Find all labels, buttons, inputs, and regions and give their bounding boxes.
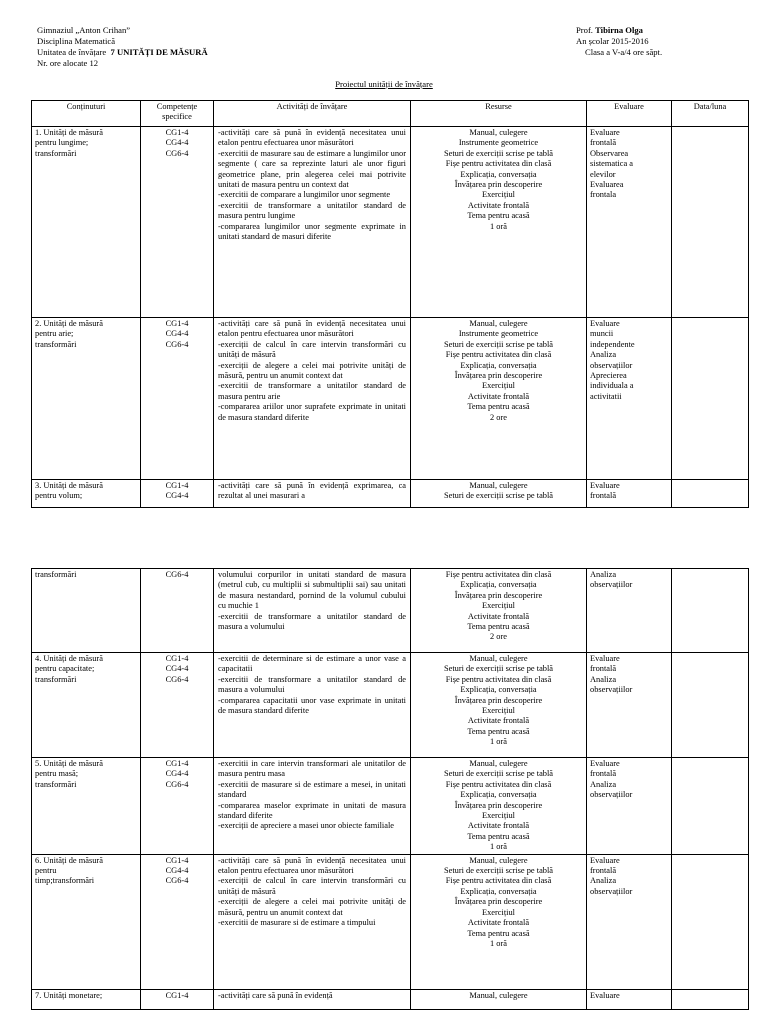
activities-cell <box>214 480 411 508</box>
content-line: transformări <box>35 339 77 349</box>
competences-line: CG1-4 <box>165 128 189 137</box>
table-row <box>32 127 749 318</box>
content-line: pentru masă; <box>35 769 79 779</box>
resources-line: Seturi de exerciții scrise pe tablă <box>443 769 554 779</box>
activities-line: -activități care să pună în evidență necesitatea unui etalon pentru efectuarea unor măsurători <box>218 128 406 148</box>
col-header-content: Conținuturi <box>32 101 141 127</box>
resources-line: Exercițiul <box>481 601 516 611</box>
evaluation-line: Analiza <box>590 350 617 360</box>
content-line: pentru capacitate; <box>35 664 95 674</box>
resources-line: Învățarea prin descoperire <box>454 695 543 705</box>
resources-line: Seturi de exerciții scrise pe tablă <box>443 148 554 158</box>
resources-line: Seturi de exerciții scrise pe tablă <box>443 339 554 349</box>
competences-line: CG6-4 <box>165 779 189 789</box>
content-line: transformări <box>35 674 77 684</box>
resources-cell <box>411 854 587 989</box>
content-line: timp;transformări <box>35 876 95 886</box>
competences-line: CG6-4 <box>165 570 189 579</box>
table-row <box>32 653 749 758</box>
school-year: An școlar 2015-2016 <box>576 36 649 46</box>
teacher-line <box>576 25 662 36</box>
resources-line: Seturi de exerciții scrise pe tablă <box>443 664 554 674</box>
date-cell <box>672 569 749 653</box>
resources-line: Fișe pentru activitatea din clasă <box>445 876 552 886</box>
evaluation-line: frontală <box>590 491 617 501</box>
resources-line: Manual, culegere <box>469 759 528 768</box>
competences-line: CG4-4 <box>165 664 189 674</box>
resources-line: Activitate frontală <box>467 918 530 928</box>
class-info: Clasa a V-a/4 ore săpt. <box>585 47 663 57</box>
date-cell <box>672 653 749 758</box>
activities-cell <box>214 318 411 480</box>
competences-cell <box>141 854 214 989</box>
teacher-label: Prof. <box>576 25 593 35</box>
competences-line: CG1-4 <box>165 319 189 328</box>
competences-line: CG6-4 <box>165 674 189 684</box>
resources-line: Fișe pentru activitatea din clasă <box>445 570 552 579</box>
discipline: Disciplina Matematică <box>37 36 116 46</box>
activities-line: -exerciții de alegere a celei mai potrivite unități de măsură, pentru un anumit context dat <box>218 897 406 917</box>
competences-line: CG4-4 <box>165 329 189 339</box>
content-line: pentru <box>35 866 57 876</box>
resources-line: Activitate frontală <box>467 821 530 831</box>
table-header-row <box>32 101 749 127</box>
teacher-name: Tibirna Olga <box>595 25 643 35</box>
activities-line: -activități care să pună în evidență necesitatea unui etalon pentru efectuarea unor măsurători <box>218 319 406 339</box>
evaluation-line: activitatii <box>590 391 622 401</box>
content-line: transformări <box>35 779 77 789</box>
activities-line: -activități care să pună în evidență <box>218 990 333 1000</box>
content-line: pentru volum; <box>35 491 83 501</box>
table-row <box>32 758 749 855</box>
content-line: 4. Unități de măsură <box>35 654 103 663</box>
resources-line: 2 ore <box>490 632 507 642</box>
header-right <box>576 25 662 58</box>
resources-line: Activitate frontală <box>467 200 530 210</box>
resources-line: Seturi de exerciții scrise pe tablă <box>443 491 554 501</box>
resources-line: Exercițiul <box>481 811 516 821</box>
content-line: pentru lungime; <box>35 138 89 148</box>
resources-line: Tema pentru acasă <box>467 831 530 841</box>
evaluation-line: frontală <box>590 664 617 674</box>
col-header-date: Data/luna <box>672 101 749 127</box>
resources-line: Instrumente geometrice <box>458 329 539 339</box>
competences-cell <box>141 318 214 480</box>
evaluation-cell <box>587 989 672 1009</box>
resources-cell <box>411 758 587 855</box>
competences-line: CG1-4 <box>165 990 189 1000</box>
resources-cell <box>411 989 587 1009</box>
activities-line: volumului corpurilor in unitati standard de masura (metrul cub, cu multiplii si submultiplii sai) sau unitati de masura nestandard, pornind de la volumul cubului cu muchie 1 <box>218 570 406 611</box>
content-line: 3. Unități de măsură <box>35 481 103 490</box>
resources-line: 1 oră <box>490 938 507 948</box>
table-row <box>32 854 749 989</box>
activities-line: -compararea maselor exprimate in unitati de masura standard diferite <box>218 800 406 821</box>
competences-cell <box>141 480 214 508</box>
content-line: 1. Unități de măsură <box>35 128 103 137</box>
content-line: 5. Unități de măsură <box>35 759 103 768</box>
resources-line: 1 oră <box>490 842 507 852</box>
evaluation-cell <box>587 127 672 318</box>
resources-line: Manual, culegere <box>469 128 528 137</box>
content-line: 7. Unități monetare; <box>35 990 103 1000</box>
evaluation-line: observațiilor <box>590 790 633 800</box>
competences-line: CG6-4 <box>165 148 189 158</box>
table-row <box>32 318 749 480</box>
date-cell <box>672 318 749 480</box>
content-cell <box>32 318 141 480</box>
learning-unit-table-page-2 <box>31 568 749 1010</box>
competences-cell <box>141 653 214 758</box>
evaluation-cell <box>587 318 672 480</box>
table-row <box>32 569 749 653</box>
evaluation-line: Evaluare <box>590 319 620 328</box>
evaluation-line: independente <box>590 339 635 349</box>
evaluation-cell <box>587 653 672 758</box>
resources-line: Tema pentru acasă <box>467 622 530 632</box>
content-line: 2. Unități de măsură <box>35 319 103 328</box>
evaluation-line: frontală <box>590 866 617 876</box>
competences-line: CG4-4 <box>165 138 189 148</box>
activities-line: -exerciții de calcul în care intervin transformări cu unități de măsură <box>218 876 406 896</box>
content-line: transformări <box>35 148 77 158</box>
competences-line: CG1-4 <box>165 855 189 865</box>
table-body-page-2 <box>32 569 749 1010</box>
activities-line: -exerciții de calcul în care intervin transformări cu unități de măsură <box>218 339 406 360</box>
activities-cell <box>214 758 411 855</box>
content-line: transformări <box>35 570 77 579</box>
resources-line: Fișe pentru activitatea din clasă <box>445 779 552 789</box>
resources-line: Tema pentru acasă <box>467 726 530 736</box>
resources-cell <box>411 653 587 758</box>
resources-line: Învățarea prin descoperire <box>454 180 543 190</box>
competences-line: CG1-4 <box>165 481 189 490</box>
resources-line: Exercițiul <box>481 190 516 200</box>
resources-line: Activitate frontală <box>467 716 530 726</box>
unit-name: 7 UNITĂȚI DE MĂSURĂ <box>110 47 208 57</box>
activities-line: -exerciții de alegere a celei mai potrivite unități de măsură, pentru un anumit context dat <box>218 360 406 381</box>
resources-cell <box>411 127 587 318</box>
activities-line: -activități care să pună în evidență exprimarea, ca rezultat al unei masurari a <box>218 481 406 501</box>
competences-line: CG6-4 <box>165 339 189 349</box>
resources-line: 1 oră <box>490 221 507 231</box>
activities-line: -exercitii in care intervin transformari ale unitatilor de masura pentru masa <box>218 759 406 779</box>
evaluation-line: frontala <box>590 190 617 200</box>
resources-line: Explicația, conversația <box>460 360 537 370</box>
resources-line: Manual, culegere <box>469 654 528 663</box>
resources-line: Manual, culegere <box>469 319 528 328</box>
activities-line: -compararea lungimilor unor segmente exprimate in unitati standard de masuri diferite <box>218 221 406 242</box>
resources-line: Manual, culegere <box>469 481 528 490</box>
competences-cell <box>141 127 214 318</box>
date-cell <box>672 989 749 1009</box>
resources-line: Activitate frontală <box>467 611 530 621</box>
col-header-activities: Activități de învățare <box>214 101 411 127</box>
resources-line: Fișe pentru activitatea din clasă <box>445 350 552 360</box>
evaluation-line: muncii <box>590 329 614 339</box>
activities-line: -exercitii de masurare si de estimare a timpului <box>218 918 376 928</box>
evaluation-line: sistematica a <box>590 159 634 169</box>
date-cell <box>672 758 749 855</box>
activities-cell <box>214 569 411 653</box>
evaluation-line: Analiza <box>590 779 617 789</box>
resources-line: Instrumente geometrice <box>458 138 539 148</box>
evaluation-line: Analiza <box>590 876 617 886</box>
hours-allocated: Nr. ore alocate 12 <box>37 58 99 68</box>
resources-cell <box>411 318 587 480</box>
learning-unit-table-page-1 <box>31 100 749 508</box>
resources-line: Explicația, conversația <box>460 685 537 695</box>
activities-line: -exercitii de transformare a unitatilor standard de masura a volumului <box>218 674 406 695</box>
activities-cell <box>214 989 411 1009</box>
content-cell <box>32 569 141 653</box>
date-cell <box>672 480 749 508</box>
content-cell <box>32 653 141 758</box>
col-header-competences: Competențe specifice <box>141 101 214 127</box>
evaluation-line: Aprecierea <box>590 371 627 381</box>
resources-line: Învățarea prin descoperire <box>454 800 543 810</box>
competences-line: CG4-4 <box>165 769 189 779</box>
competences-cell <box>141 989 214 1009</box>
content-line: pentru arie; <box>35 329 74 339</box>
competences-line: CG4-4 <box>165 866 189 876</box>
evaluation-line: Evaluarea <box>590 180 624 190</box>
competences-line: CG1-4 <box>165 654 189 663</box>
evaluation-cell <box>587 480 672 508</box>
activities-line: -exercitii de comparare a lungimilor unor segmente <box>218 190 391 200</box>
resources-line: Explicația, conversația <box>460 886 537 896</box>
evaluation-line: observațiilor <box>590 685 633 695</box>
evaluation-cell <box>587 569 672 653</box>
table-row <box>32 480 749 508</box>
table-row <box>32 989 749 1009</box>
activities-line: -compararea capacitatii unor vase exprimate in unitati de masura standard diferite <box>218 695 406 716</box>
resources-line: Învățarea prin descoperire <box>454 371 543 381</box>
resources-line: Exercițiul <box>481 381 516 391</box>
evaluation-line: Evaluare <box>590 654 620 663</box>
resources-line: Explicația, conversația <box>460 790 537 800</box>
table-body-page-1 <box>32 127 749 508</box>
col-header-evaluation: Evaluare <box>587 101 672 127</box>
activities-cell <box>214 653 411 758</box>
resources-line: 2 ore <box>490 412 507 422</box>
resources-line: Manual, culegere <box>469 855 528 865</box>
competences-line: CG4-4 <box>165 491 189 501</box>
resources-line: Tema pentru acasă <box>467 402 530 412</box>
content-cell <box>32 854 141 989</box>
date-cell <box>672 854 749 989</box>
resources-line: Învățarea prin descoperire <box>454 590 543 600</box>
activities-line: -exercitii de transformare a unitatilor standard de masura pentru arie <box>218 381 406 401</box>
resources-line: Exercițiul <box>481 706 516 716</box>
resources-line: Seturi de exerciții scrise pe tablă <box>443 866 554 876</box>
evaluation-line: Evaluare <box>590 855 620 865</box>
resources-cell <box>411 480 587 508</box>
resources-line: Activitate frontală <box>467 391 530 401</box>
evaluation-line: observațiilor <box>590 580 633 590</box>
project-title: Proiectul unității de învățare <box>335 79 433 89</box>
resources-line: Fișe pentru activitatea din clasă <box>445 159 552 169</box>
resources-line: 1 oră <box>490 737 507 747</box>
school-name: Gimnaziul „Anton Crihan” <box>37 25 131 35</box>
activities-line: -exercitii de transformare a unitatilor standard de masura a volumului <box>218 611 406 632</box>
content-cell <box>32 989 141 1009</box>
resources-line: Fișe pentru activitatea din clasă <box>445 674 552 684</box>
resources-cell <box>411 569 587 653</box>
content-line: 6. Unități de măsură <box>35 855 103 865</box>
content-cell <box>32 480 141 508</box>
resources-line: Explicația, conversația <box>460 580 537 590</box>
evaluation-line: elevilor <box>590 169 616 179</box>
activities-line: -exercitii de transformare a unitatilor standard de masura pentru lungime <box>218 200 406 221</box>
document-header <box>37 25 731 80</box>
activities-line: -exercitii de masurare si de estimare a mesei, in unitati standard <box>218 779 406 800</box>
evaluation-cell <box>587 854 672 989</box>
activities-cell <box>214 854 411 989</box>
evaluation-line: individuala a <box>590 381 634 391</box>
resources-line: Tema pentru acasă <box>467 928 530 938</box>
evaluation-line: Observarea <box>590 148 629 158</box>
resources-line: Exercițiul <box>481 907 516 917</box>
activities-line: -exercitii de masurare sau de estimare a lungimilor unor segmente ( care sa reprezinte laturi ale unor figuri geometrice plane, prin alegerea celei mai potrivite unitati de masura pentru un context dat <box>218 148 406 190</box>
competences-line: CG6-4 <box>165 876 189 886</box>
unit-label: Unitatea de învățare <box>37 47 107 57</box>
unit-line <box>37 47 208 58</box>
evaluation-line: Evaluare <box>590 481 620 490</box>
resources-line: Învățarea prin descoperire <box>454 897 543 907</box>
resources-line: Manual, culegere <box>469 990 528 1000</box>
evaluation-line: observațiilor <box>590 360 633 370</box>
activities-line: -exerciții de apreciere a masei unor obiecte familiale <box>218 821 395 831</box>
evaluation-line: frontală <box>590 769 617 779</box>
evaluation-line: Evaluare <box>590 759 620 768</box>
content-cell <box>32 127 141 318</box>
activities-line: -exercitii de determinare si de estimare a unor vase a capacitatii <box>218 654 406 674</box>
competences-line: CG1-4 <box>165 759 189 768</box>
activities-line: -activități care să pună în evidență necesitatea unui etalon pentru efectuarea unor măsurători <box>218 855 406 876</box>
header-left <box>37 25 208 69</box>
activities-cell <box>214 127 411 318</box>
evaluation-line: Evaluare <box>590 990 620 1000</box>
evaluation-line: frontală <box>590 138 617 148</box>
evaluation-cell <box>587 758 672 855</box>
competences-cell <box>141 569 214 653</box>
content-cell <box>32 758 141 855</box>
col-header-resources: Resurse <box>411 101 587 127</box>
resources-line: Explicația, conversația <box>460 169 537 179</box>
evaluation-line: Evaluare <box>590 128 620 137</box>
date-cell <box>672 127 749 318</box>
evaluation-line: observațiilor <box>590 886 633 896</box>
evaluation-line: Analiza <box>590 570 617 579</box>
evaluation-line: Analiza <box>590 674 617 684</box>
activities-line: -compararea ariilor unor suprafete exprimate in unitati de masura standard diferite <box>218 402 406 422</box>
competences-cell <box>141 758 214 855</box>
resources-line: Tema pentru acasă <box>467 211 530 221</box>
